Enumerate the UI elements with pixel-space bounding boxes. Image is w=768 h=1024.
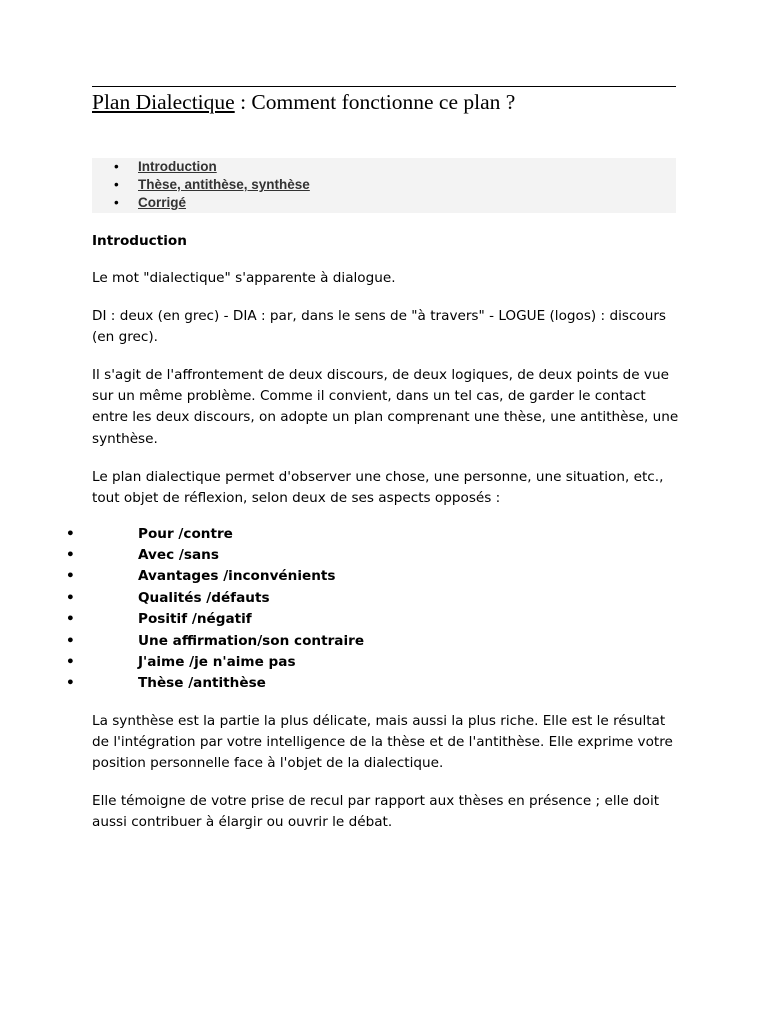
- paragraph-synthese: La synthèse est la partie la plus délicate, mais aussi la plus riche. Elle est le résultat de l'intégration par votre intelligence de la thèse et de l'antithèse. Elle exprime votre position personnelle face à l'objet de la dialectique.: [92, 712, 673, 772]
- list-item: [66, 631, 682, 652]
- bullet-icon: •: [66, 675, 75, 692]
- paragraph-recul: Elle témoigne de votre prise de recul par rapport aux thèses en présence ; elle doit aussi contribuer à élargir ou ouvrir le débat.: [92, 793, 660, 831]
- page-title: [92, 88, 515, 116]
- list-item-label: Avec /sans: [138, 547, 219, 564]
- section-heading: Introduction: [92, 233, 187, 249]
- bullet-icon: •: [66, 547, 75, 564]
- bullet-icon: •: [66, 611, 75, 628]
- toc-item-corrige: [92, 194, 676, 212]
- bullet-icon: •: [114, 195, 119, 210]
- bullet-icon: •: [66, 654, 75, 671]
- bullet-icon: •: [114, 159, 119, 174]
- list-item-label: Avantages /inconvénients: [138, 568, 336, 585]
- bullet-icon: •: [66, 568, 75, 585]
- list-item: [66, 609, 682, 630]
- paragraph-etymology: DI : deux (en grec) - DIA : par, dans le sens de "à travers" - LOGUE (logos) : discours (en grec).: [92, 307, 667, 346]
- list-item: [66, 588, 682, 609]
- toc-item-introduction: [92, 158, 676, 176]
- paragraph-affrontement: Il s'agit de l'affrontement de deux discours, de deux logiques, de deux points de vue sur un même problème. Comme il convient, dans un tel cas, de garder le contact entre les deux discours, on adopte un plan comprenant une thèse, une antithèse, une synthèse.: [92, 366, 679, 447]
- list-item-label: J'aime /je n'aime pas: [138, 654, 296, 671]
- list-item-label: Thèse /antithèse: [138, 675, 266, 692]
- toc-link-these[interactable]: Thèse, antithèse, synthèse: [138, 177, 310, 192]
- list-item: [66, 524, 682, 545]
- aspects-list: [66, 524, 682, 695]
- table-of-contents: [92, 158, 676, 213]
- document-body: [66, 231, 682, 850]
- toc-link-corrige[interactable]: Corrigé: [138, 195, 187, 210]
- list-item: [66, 673, 682, 694]
- title-link[interactable]: Plan Dialectique: [92, 90, 235, 114]
- list-item-label: Positif /négatif: [138, 611, 252, 628]
- title-rule: [92, 86, 676, 87]
- list-item: [66, 652, 682, 673]
- bullet-icon: •: [66, 589, 75, 606]
- title-rest: : Comment fonctionne ce plan ?: [234, 90, 516, 114]
- list-item-label: Une affirmation/son contraire: [138, 632, 365, 649]
- bullet-icon: •: [114, 177, 119, 192]
- paragraph-definition: Le mot "dialectique" s'apparente à dialogue.: [92, 270, 396, 286]
- list-item: [66, 545, 682, 566]
- list-item: [66, 566, 682, 587]
- paragraph-plan: Le plan dialectique permet d'observer une chose, une personne, une situation, etc., tout objet de réflexion, selon deux de ses aspects opposés :: [92, 468, 664, 506]
- list-item-label: Qualités /défauts: [138, 589, 270, 606]
- bullet-icon: •: [66, 632, 75, 649]
- bullet-icon: •: [66, 525, 75, 542]
- toc-link-introduction[interactable]: Introduction: [138, 159, 217, 174]
- list-item-label: Pour /contre: [138, 525, 233, 542]
- toc-item-these: [92, 176, 676, 194]
